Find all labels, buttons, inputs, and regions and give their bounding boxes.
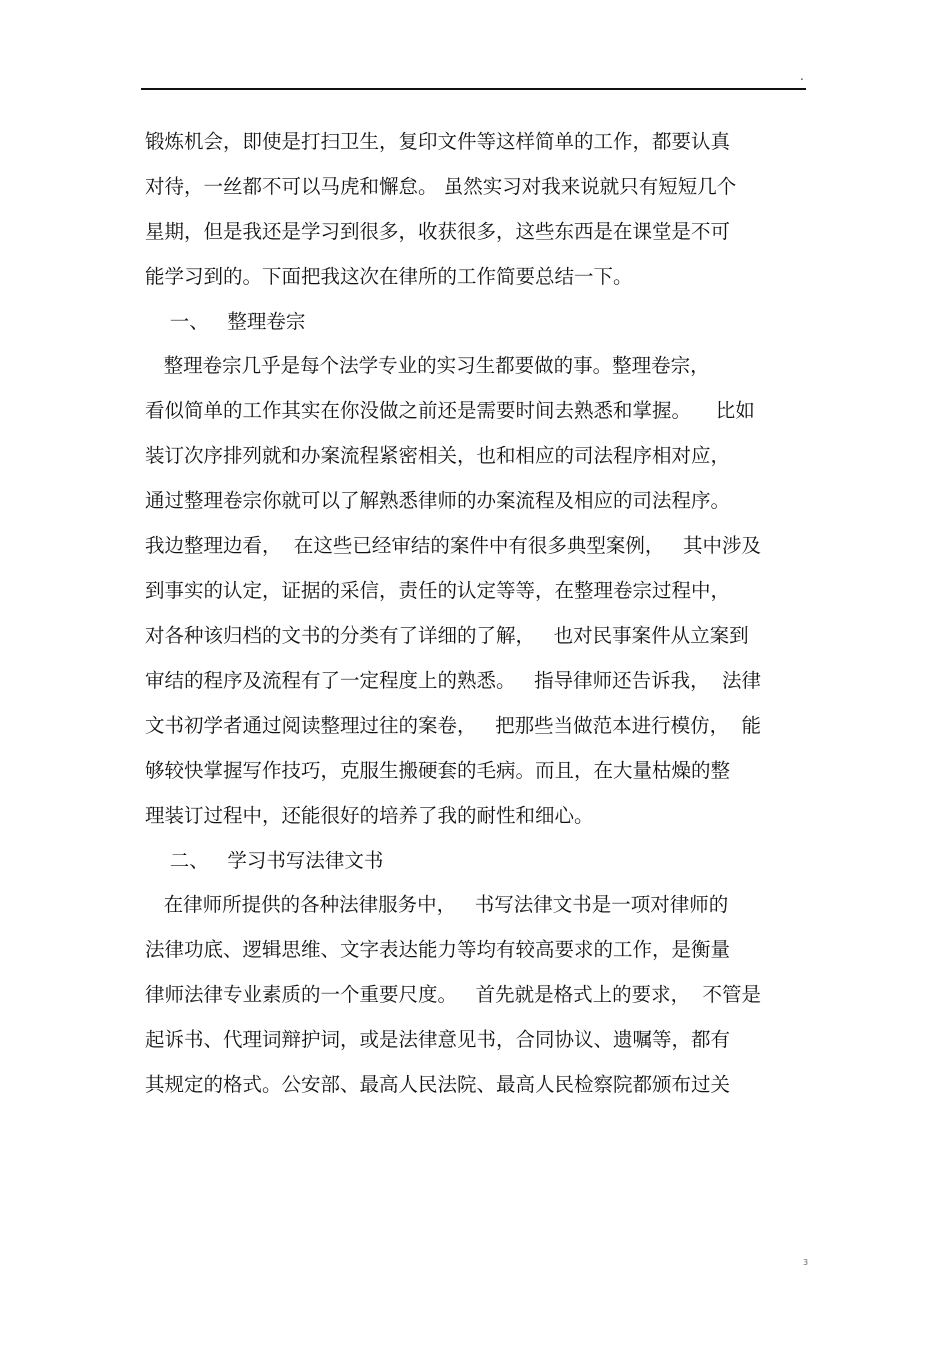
text-line: 够较快掌握写作技巧，克服生搬硬套的毛病。而且，在大量枯燥的整 <box>145 759 731 782</box>
header-mark: . <box>800 69 804 83</box>
text-line: 装订次序排列就和办案流程紧密相关，也和相应的司法程序相对应， <box>145 444 731 467</box>
text-line: 能学习到的。下面把我这次在律所的工作简要总结一下。 <box>145 265 633 288</box>
text-line: 在律师所提供的各种法律服务中， 书写法律文书是一项对律师的 <box>145 893 729 916</box>
text-line: 对待，一丝都不可以马虎和懈怠。 虽然实习对我来说就只有短短几个 <box>145 175 737 198</box>
text-line: 对各种该归档的文书的分类有了详细的了解， 也对民事案件从立案到 <box>145 624 749 647</box>
text-line: 起诉书、代理词辩护词，或是法律意见书，合同协议、遗嘱等，都有 <box>145 1028 731 1051</box>
text-line: 律师法律专业素质的一个重要尺度。 首先就是格式上的要求， 不管是 <box>145 983 761 1006</box>
page-number: 3 <box>803 1258 809 1267</box>
text-line: 整理卷宗几乎是每个法学专业的实习生都要做的事。整理卷宗， <box>145 354 710 377</box>
text-line: 理装订过程中，还能很好的培养了我的耐性和细心。 <box>145 804 594 827</box>
header-rule <box>141 88 806 90</box>
section-heading-1: 一、 整理卷宗 <box>145 310 306 333</box>
text-line: 锻炼机会，即使是打扫卫生，复印文件等这样简单的工作，都要认真 <box>145 130 731 153</box>
text-line: 我边整理边看， 在这些已经审结的案件中有很多典型案例， 其中涉及 <box>145 534 761 557</box>
text-line: 审结的程序及流程有了一定程度上的熟悉。 指导律师还告诉我， 法律 <box>145 669 761 692</box>
text-line: 星期，但是我还是学习到很多，收获很多，这些东西是在课堂是不可 <box>145 220 731 243</box>
text-line: 通过整理卷宗你就可以了解熟悉律师的办案流程及相应的司法程序。 <box>145 489 731 512</box>
text-line: 法律功底、逻辑思维、文字表达能力等均有较高要求的工作，是衡量 <box>145 938 731 961</box>
body-text <box>145 125 810 1113</box>
text-line: 看似简单的工作其实在你没做之前还是需要时间去熟悉和掌握。 比如 <box>145 399 755 422</box>
section-heading-2: 二、 学习书写法律文书 <box>145 849 384 872</box>
text-line: 文书初学者通过阅读整理过往的案卷， 把那些当做范本进行模仿， 能 <box>145 714 761 737</box>
text-line: 其规定的格式。公安部、最高人民法院、最高人民检察院都颁布过关 <box>145 1073 731 1096</box>
text-line: 到事实的认定，证据的采信，责任的认定等等，在整理卷宗过程中， <box>145 579 731 602</box>
